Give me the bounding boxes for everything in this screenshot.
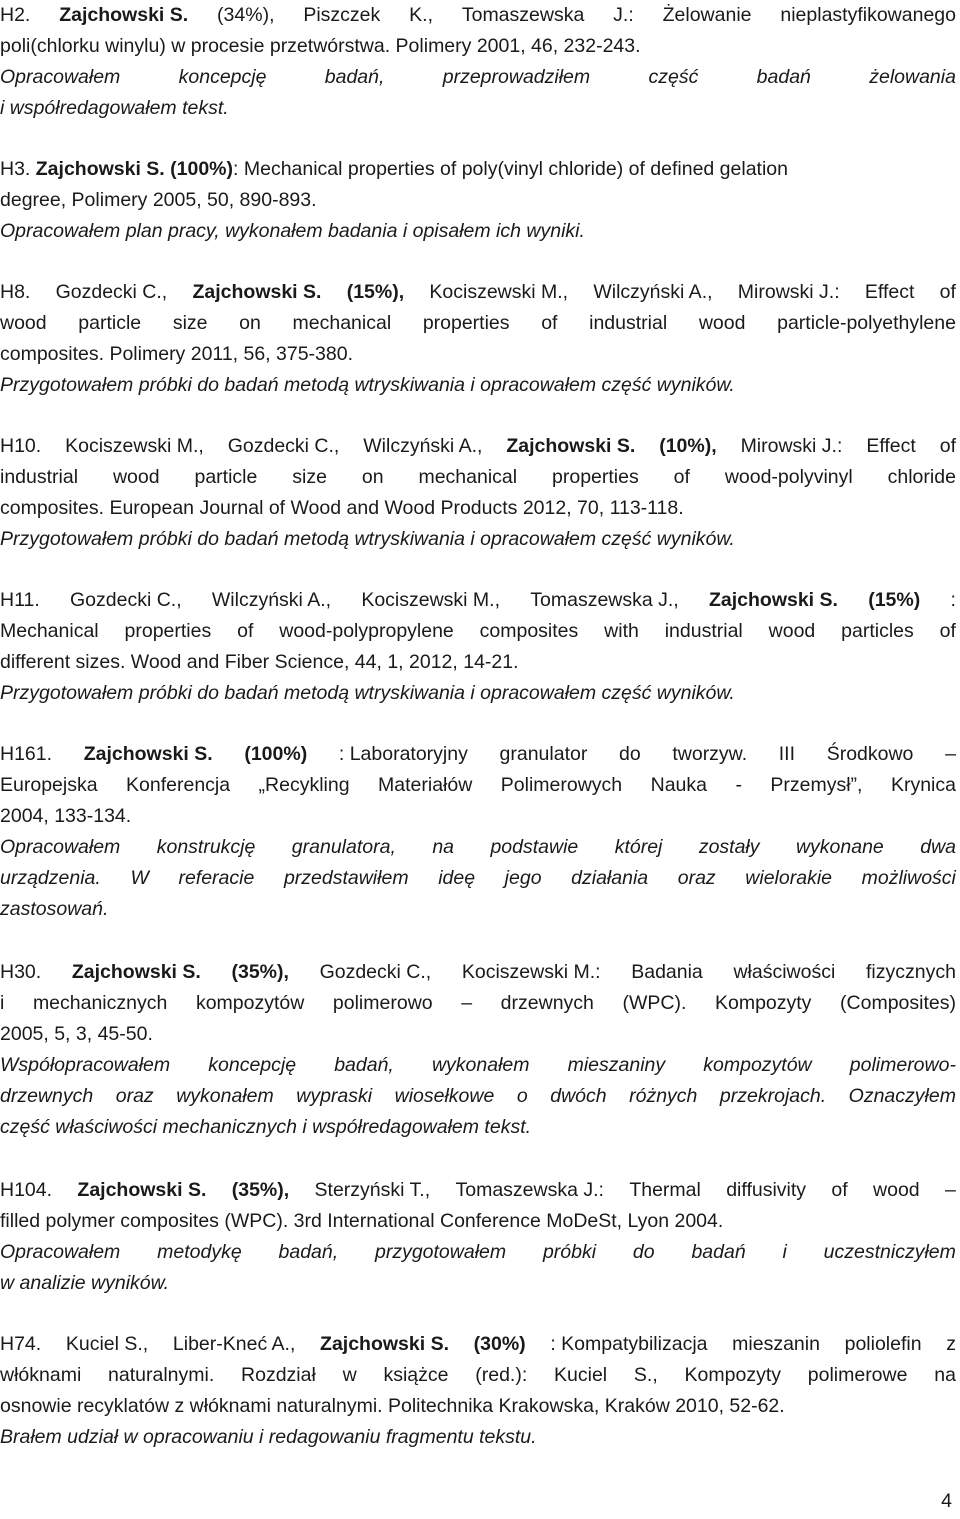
text-segment: (34%), (217, 4, 275, 26)
text-segment: referacie (178, 867, 255, 889)
text-segment: : Mechanical properties of poly(vinyl chloride) of defined gelation (233, 158, 788, 180)
text-segment: Kompozyty (684, 1364, 781, 1386)
text-segment: Przemysł”, (770, 774, 863, 796)
text-segment: H2. (0, 4, 31, 26)
entry-citation-line (0, 493, 956, 523)
text-segment: przeprowadziłem (442, 66, 591, 88)
text-segment: wood-polypropylene (279, 620, 454, 642)
text-segment: degree, Polimery 2005, 50, 890-893. (0, 189, 317, 211)
text-segment: Liber-Kneć A., (172, 1333, 296, 1355)
text-segment: Wilczyński A., (211, 589, 332, 611)
entry-citation-line (0, 1019, 956, 1049)
text-segment: – (945, 743, 956, 765)
text-segment: w (342, 1364, 357, 1386)
entry-contribution-line (0, 93, 956, 123)
text-segment: H3. (0, 158, 36, 180)
text-segment: Europejska (0, 774, 98, 796)
text-segment: properties (552, 466, 639, 488)
entry-citation-line (0, 1329, 956, 1359)
text-segment: – (461, 992, 473, 1014)
text-segment: III (778, 743, 796, 765)
text-segment: Współopracowałem (0, 1054, 171, 1076)
text-segment: Badania (631, 961, 703, 983)
text-segment: wood (0, 312, 47, 334)
text-segment: mieszaniny (567, 1054, 666, 1076)
text-segment: Tomaszewska (461, 4, 585, 26)
text-segment: J.: (613, 4, 634, 26)
text-segment: Gozdecki C., (319, 961, 432, 983)
text-segment: (red.): (475, 1364, 528, 1386)
text-segment: : (950, 589, 956, 611)
text-segment: size (292, 466, 327, 488)
text-segment: koncepcję (178, 66, 267, 88)
text-segment: wykonane (795, 836, 884, 858)
text-segment: Krynica (890, 774, 956, 796)
text-segment: polimerowo- (849, 1054, 956, 1076)
text-segment: badań (756, 66, 811, 88)
text-segment: particles (841, 620, 914, 642)
text-segment: Środkowo (826, 743, 914, 765)
text-segment: w analizie wyników. (0, 1272, 170, 1294)
text-segment: Tomaszewska J., (530, 589, 679, 611)
text-segment: Przygotowałem próbki do badań metodą wtryskiwania i opracowałem część wyników. (0, 374, 735, 396)
text-segment: H104. (0, 1179, 53, 1201)
entry-contribution-line (0, 370, 956, 400)
text-segment: Kociszewski M.: (461, 961, 601, 983)
entry-citation-line (0, 185, 956, 215)
text-segment: ideę (438, 867, 476, 889)
text-segment: Gozdecki C., (227, 435, 340, 457)
text-segment: wypraski (296, 1085, 373, 1107)
text-segment: i (0, 992, 5, 1014)
entry-citation-line (0, 431, 956, 461)
author-emphasis: Zajchowski S. (83, 743, 213, 765)
text-segment: composites. European Journal of Wood and Wood Products 2012, 70, 113-118. (0, 497, 684, 519)
text-segment: konstrukcję (156, 836, 256, 858)
text-segment: Konferencja (126, 774, 231, 796)
text-segment: drzewnych (0, 1085, 94, 1107)
text-segment: wykonałem (431, 1054, 530, 1076)
text-segment: H10. (0, 435, 42, 457)
text-segment: zostały (698, 836, 760, 858)
entry-contribution-line (0, 1081, 956, 1111)
author-emphasis: (15%), (346, 281, 405, 303)
text-segment: przedstawiłem (283, 867, 409, 889)
text-segment: 2005, 5, 3, 45-50. (0, 1023, 153, 1045)
text-segment: oraz (115, 1085, 154, 1107)
text-segment: Polimerowych (500, 774, 623, 796)
text-segment: z (946, 1333, 956, 1355)
text-segment: Mirowski J.: (740, 435, 843, 457)
entry-citation-line (0, 988, 956, 1018)
text-segment: o (516, 1085, 528, 1107)
text-segment: Piszczek (303, 4, 381, 26)
text-segment: of (673, 466, 690, 488)
text-segment: Sterzyński T., (314, 1179, 431, 1201)
entry-citation-line (0, 308, 956, 338)
text-segment: industrial (589, 312, 668, 334)
text-segment: wood (698, 312, 746, 334)
text-segment: : Kompatybilizacja (550, 1333, 708, 1355)
entry-citation-line (0, 0, 956, 30)
text-segment: Oznaczyłem (848, 1085, 956, 1107)
text-segment: H161. (0, 743, 53, 765)
text-segment: włóknami (0, 1364, 82, 1386)
text-segment: mechanicznych (32, 992, 168, 1014)
author-emphasis: Zajchowski S. (59, 4, 189, 26)
entry-citation-line (0, 957, 956, 987)
text-segment: Żelowanie (662, 4, 752, 26)
text-segment: uczestniczyłem (823, 1241, 956, 1263)
text-segment: on (239, 312, 261, 334)
text-segment: particle (194, 466, 258, 488)
text-segment: urządzenia. (0, 867, 101, 889)
text-segment: zastosowań. (0, 898, 109, 920)
text-segment: Thermal (629, 1179, 701, 1201)
text-segment: badań (691, 1241, 746, 1263)
entry-citation-line (0, 770, 956, 800)
entry-citation-line (0, 739, 956, 769)
text-segment: i (782, 1241, 787, 1263)
entry-contribution-line (0, 524, 956, 554)
text-segment: fizycznych (865, 961, 956, 983)
text-segment: dwóch (550, 1085, 607, 1107)
entry-citation-line (0, 647, 956, 677)
text-segment: industrial (0, 466, 79, 488)
author-emphasis: (100%) (244, 743, 308, 765)
text-segment: of (831, 1179, 848, 1201)
text-segment: with (604, 620, 639, 642)
text-segment: H74. (0, 1333, 42, 1355)
author-emphasis: (35%), (231, 961, 289, 983)
text-segment: 2004, 133-134. (0, 805, 132, 827)
text-segment: mechanical (418, 466, 518, 488)
text-segment: properties (422, 312, 510, 334)
author-emphasis: (100%) (164, 158, 234, 180)
text-segment: Materiałów (378, 774, 473, 796)
text-segment: of (939, 435, 956, 457)
text-segment: Opracowałem plan pracy, wykonałem badania i opisałem ich wyniki. (0, 220, 585, 242)
text-segment: część (648, 66, 699, 88)
text-segment: (WPC). (622, 992, 687, 1014)
text-segment: of (939, 620, 956, 642)
entry-contribution-line (0, 1237, 956, 1267)
text-segment: wood (873, 1179, 920, 1201)
text-segment: chloride (887, 466, 956, 488)
text-segment: część właściwości mechanicznych i współredagowałem tekst. (0, 1116, 532, 1138)
text-segment: diffusivity (726, 1179, 807, 1201)
text-segment: badań, (334, 1054, 394, 1076)
text-segment: „Recykling (258, 774, 350, 796)
author-emphasis: (30%) (473, 1333, 526, 1355)
text-segment: tworzyw. (672, 743, 748, 765)
text-segment: Wilczyński A., (593, 281, 713, 303)
text-segment: – (945, 1179, 956, 1201)
text-segment: W (130, 867, 149, 889)
text-segment: kompozytów (195, 992, 305, 1014)
text-segment: granulator (499, 743, 588, 765)
text-segment: właściwości (733, 961, 836, 983)
text-segment: size (172, 312, 208, 334)
text-segment: industrial (664, 620, 743, 642)
text-segment: Kociszewski M., (65, 435, 204, 457)
text-segment: Rozdział (241, 1364, 316, 1386)
author-emphasis: Zajchowski S. (71, 961, 201, 983)
text-segment: Gozdecki C., (70, 589, 182, 611)
text-segment: której (614, 836, 663, 858)
text-segment: działania (571, 867, 649, 889)
entry-citation-line (0, 801, 956, 831)
text-segment: na (432, 836, 455, 858)
text-segment: particle-polyethylene (777, 312, 956, 334)
text-segment: Brałem udział w opracowaniu i redagowaniu fragmentu tekstu. (0, 1426, 537, 1448)
text-segment: próbki (542, 1241, 597, 1263)
text-segment: on (361, 466, 384, 488)
author-emphasis: Zajchowski S. (506, 435, 636, 457)
page-number: 4 (941, 1490, 952, 1512)
text-segment: naturalnymi. (108, 1364, 215, 1386)
text-segment: różnych (629, 1085, 698, 1107)
text-segment: wiosełkowe (394, 1085, 495, 1107)
text-segment: : Laboratoryjny (338, 743, 468, 765)
text-segment: granulatora, (291, 836, 396, 858)
entry-citation-line (0, 277, 956, 307)
text-segment: Kociszewski M., (361, 589, 501, 611)
author-emphasis: Zajchowski S. (35, 158, 165, 180)
text-segment: H30. (0, 961, 42, 983)
text-segment: możliwości (861, 867, 956, 889)
text-segment: of (939, 281, 956, 303)
entry-contribution-line (0, 678, 956, 708)
text-segment: wood-polyvinyl (724, 466, 853, 488)
entry-citation-line (0, 1391, 956, 1421)
text-segment: K., (409, 4, 433, 26)
text-segment: Kuciel S., (65, 1333, 149, 1355)
text-segment: koncepcję (208, 1054, 297, 1076)
author-emphasis: Zajchowski S. (77, 1179, 207, 1201)
text-segment: particle (78, 312, 142, 334)
text-segment: Mirowski J.: (737, 281, 840, 303)
text-segment: badań, (278, 1241, 339, 1263)
text-segment: przekrojach. (719, 1085, 827, 1107)
text-segment: Effect (866, 435, 916, 457)
text-segment: podstawie (490, 836, 579, 858)
text-segment: dwa (920, 836, 956, 858)
text-segment: composites. Polimery 2011, 56, 375-380. (0, 343, 353, 365)
text-segment: H11. (0, 589, 40, 611)
text-segment: (Composites) (840, 992, 956, 1014)
text-segment: i współredagowałem tekst. (0, 97, 229, 119)
text-segment: poliolefin (844, 1333, 922, 1355)
entry-contribution-line (0, 894, 956, 924)
entry-citation-line (0, 154, 956, 184)
text-segment: polimerowo (332, 992, 433, 1014)
text-segment: Kuciel (554, 1364, 608, 1386)
text-segment: wykonałem (176, 1085, 274, 1107)
text-segment: different sizes. Wood and Fiber Science, 44, 1, 2012, 14-21. (0, 651, 519, 673)
entry-citation-line (0, 1206, 956, 1236)
entry-citation-line (0, 339, 956, 369)
text-segment: Przygotowałem próbki do badań metodą wtryskiwania i opracowałem część wyników. (0, 682, 735, 704)
entry-citation-line (0, 585, 956, 615)
text-segment: of (541, 312, 558, 334)
text-segment: książce (383, 1364, 449, 1386)
text-segment: drzewnych (500, 992, 594, 1014)
author-emphasis: (35%), (231, 1179, 290, 1201)
text-segment: mechanical (292, 312, 392, 334)
entry-contribution-line (0, 1268, 956, 1298)
text-segment: metodykę (157, 1241, 242, 1263)
text-segment: composites (479, 620, 579, 642)
text-segment: Kociszewski M., (429, 281, 569, 303)
text-segment: żelowania (869, 66, 956, 88)
text-segment: polimerowe (807, 1364, 908, 1386)
entry-citation-line (0, 1175, 956, 1205)
text-segment: Gozdecki C., (55, 281, 168, 303)
text-segment: - (735, 774, 742, 796)
text-segment: Opracowałem (0, 1241, 121, 1263)
text-segment: properties (124, 620, 212, 642)
text-segment: filled polymer composites (WPC). 3rd International Conference MoDeSt, Lyon 2004. (0, 1210, 724, 1232)
text-segment: badań, (324, 66, 385, 88)
text-segment: Opracowałem (0, 836, 121, 858)
text-segment: Effect (864, 281, 915, 303)
text-segment: Tomaszewska J.: (455, 1179, 604, 1201)
author-emphasis: (15%) (868, 589, 921, 611)
entry-citation-line (0, 616, 956, 646)
text-segment: przygotowałem (374, 1241, 507, 1263)
text-segment: wood (112, 466, 160, 488)
text-segment: kompozytów (703, 1054, 812, 1076)
entry-contribution-line (0, 1050, 956, 1080)
entry-contribution-line (0, 863, 956, 893)
entry-contribution-line (0, 216, 956, 246)
text-segment: do (618, 743, 641, 765)
text-segment: S., (633, 1364, 658, 1386)
entry-citation-line (0, 1360, 956, 1390)
text-segment: Wilczyński A., (363, 435, 483, 457)
entry-citation-line (0, 462, 956, 492)
text-segment: na (934, 1364, 956, 1386)
text-segment: mieszanin (732, 1333, 820, 1355)
entry-contribution-line (0, 1112, 956, 1142)
author-emphasis: Zajchowski S. (192, 281, 322, 303)
text-segment: of (237, 620, 254, 642)
text-segment: H8. (0, 281, 31, 303)
text-segment: Mechanical (0, 620, 99, 642)
entry-citation-line (0, 31, 956, 61)
text-segment: poli(chlorku winylu) w procesie przetwórstwa. Polimery 2001, 46, 232-243. (0, 35, 641, 57)
text-segment: Nauka (650, 774, 707, 796)
author-emphasis: Zajchowski S. (320, 1333, 449, 1355)
text-segment: nieplastyfikowanego (780, 4, 956, 26)
entry-contribution-line (0, 1422, 956, 1452)
text-segment: Opracowałem (0, 66, 121, 88)
entry-contribution-line (0, 832, 956, 862)
text-segment: osnowie recyklatów z włóknami naturalnymi. Politechnika Krakowska, Kraków 2010, 52-62. (0, 1395, 785, 1417)
entry-contribution-line (0, 62, 956, 92)
text-segment: jego (504, 867, 542, 889)
text-segment: oraz (677, 867, 716, 889)
text-segment: Przygotowałem próbki do badań metodą wtryskiwania i opracowałem część wyników. (0, 528, 735, 550)
text-segment: wielorakie (745, 867, 832, 889)
text-segment: do (632, 1241, 655, 1263)
author-emphasis: (10%), (659, 435, 717, 457)
text-segment: Kompozyty (714, 992, 812, 1014)
author-emphasis: Zajchowski S. (708, 589, 838, 611)
text-segment: wood (768, 620, 816, 642)
